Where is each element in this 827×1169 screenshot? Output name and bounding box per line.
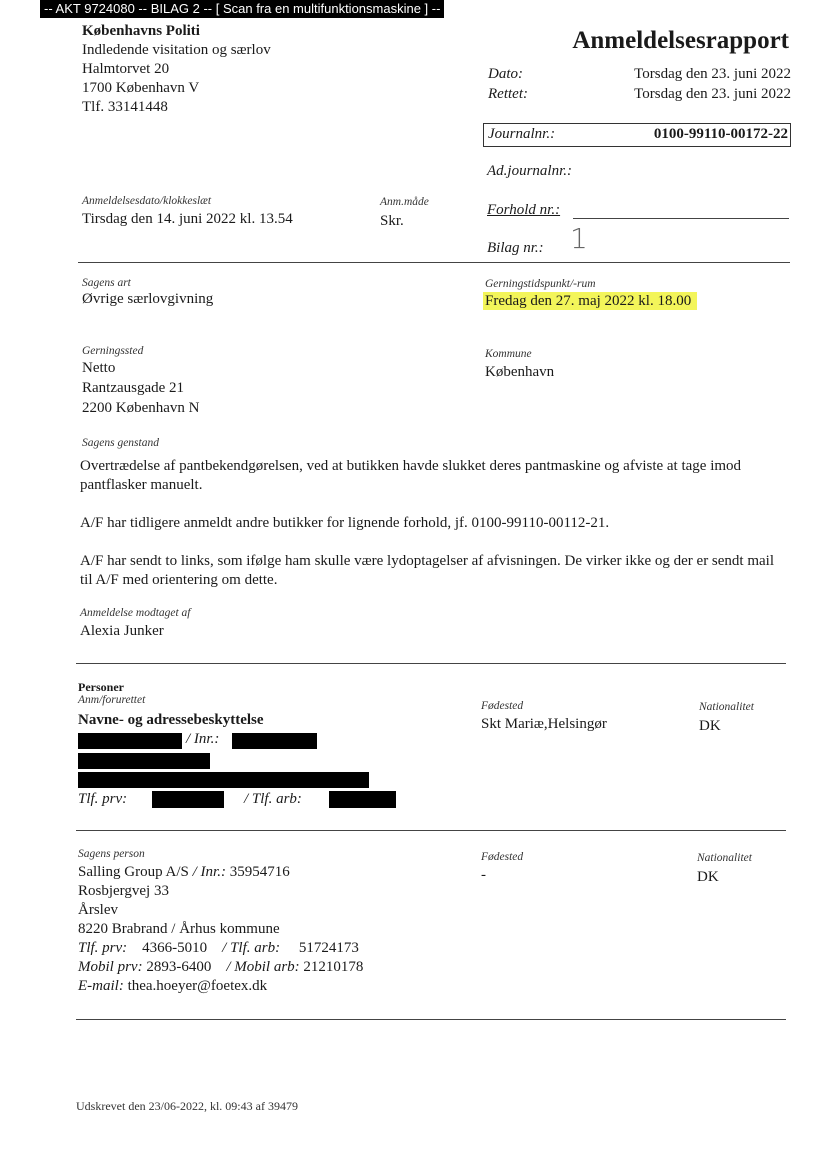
redaction-block <box>78 753 210 769</box>
p2-tlf-prv-value: 4366-5010 <box>142 940 208 956</box>
p2-fodested-label: Fødested <box>481 851 524 863</box>
anm-maade-label: Anm.måde <box>380 196 429 208</box>
p2-mobile-line <box>78 959 363 976</box>
p1-name: Navne- og adressebeskyttelse <box>78 712 264 728</box>
kommune-value: København <box>485 364 555 380</box>
p2-inr-label: / Inr.: <box>192 864 226 880</box>
p2-tlf-arb-value: 51724173 <box>298 940 359 956</box>
p1-nationalitet-label: Nationalitet <box>699 701 754 713</box>
gerningstid-highlight: Fredag den 27. maj 2022 kl. 18.00 <box>483 292 697 310</box>
p2-name: Salling Group A/S <box>78 864 189 880</box>
divider-1 <box>78 262 790 263</box>
p2-phone-line <box>78 940 359 957</box>
gerningssted-label: Gerningssted <box>82 345 144 357</box>
p1-tlf-arb-label: / Tlf. arb: <box>244 791 302 807</box>
dato-value: Torsdag den 23. juni 2022 <box>634 66 791 82</box>
redaction-block <box>78 733 182 749</box>
divider-2 <box>76 663 786 664</box>
p2-email-value: thea.hoeyer@foetex.dk <box>127 978 268 994</box>
gerningssted-line2: Rantzausgade 21 <box>82 380 185 396</box>
report-title: Anmeldelsesrapport <box>572 27 789 54</box>
p1-fodested-value: Skt Mariæ,Helsingør <box>481 716 607 732</box>
divider-4 <box>76 1019 786 1020</box>
redaction-block <box>232 733 317 749</box>
adjournal-label: Ad.journalnr.: <box>487 163 573 179</box>
gerningssted-line1: Netto <box>82 360 116 376</box>
forhold-line <box>573 218 789 219</box>
genstand-paragraph-2: A/F har tidligere anmeldt andre butikker for lignende forhold, jf. 0100-99110-00112-21. <box>80 515 610 531</box>
print-footer: Udskrevet den 23/06-2022, kl. 09:43 af 39479 <box>76 1099 298 1113</box>
p2-mobil-arb-value: 21210178 <box>303 959 364 975</box>
gerningstid-label: Gerningstidspunkt/-rum <box>485 278 596 290</box>
bilag-label: Bilag nr.: <box>487 240 544 256</box>
forhold-label: Forhold nr.: <box>487 202 561 218</box>
sender-city: 1700 København V <box>82 80 200 96</box>
anmeldelsesdato-label: Anmeldelsesdato/klokkeslæt <box>82 195 212 207</box>
p2-tlf-arb-label: / Tlf. arb: <box>222 940 281 956</box>
p1-tlf-prv-label: Tlf. prv: <box>78 791 128 807</box>
p2-name-line <box>78 864 290 881</box>
bilag-value-handwritten: 1 <box>570 222 588 255</box>
p2-mobil-prv-value: 2893-6400 <box>146 959 212 975</box>
p1-nationalitet-value: DK <box>699 718 721 734</box>
p2-fodested-value: - <box>481 867 486 883</box>
redaction-block <box>78 772 369 788</box>
p2-town: Årslev <box>78 902 118 918</box>
p2-tlf-prv-label: Tlf. prv: <box>78 940 128 956</box>
sender-dept: Indledende visitation og særlov <box>82 42 271 58</box>
kommune-label: Kommune <box>485 348 532 360</box>
genstand-paragraph-1: Overtrædelse af pantbekendgørelsen, ved at butikken havde slukket deres pantmaskine og afviste at tage imod pantflasker manuelt. <box>80 458 742 493</box>
sender-phone: Tlf. 33141448 <box>82 99 168 115</box>
p2-email-line <box>78 978 267 995</box>
sender-street: Halmtorvet 20 <box>82 61 170 77</box>
p1-inr-label: / Inr.: <box>186 731 220 747</box>
redaction-block <box>329 791 396 808</box>
journal-value: 0100-99110-00172-22 <box>653 126 788 142</box>
p2-role: Sagens person <box>78 848 145 860</box>
dato-label: Dato: <box>488 66 523 82</box>
p2-email-label: E-mail: <box>78 978 124 994</box>
journal-box <box>483 123 791 147</box>
p2-inr-value: 35954716 <box>229 864 290 880</box>
gerningssted-line3: 2200 København N <box>82 400 200 416</box>
personer-heading: Personer <box>78 680 124 694</box>
modtaget-label: Anmeldelse modtaget af <box>80 607 191 619</box>
gerningstid-value <box>483 293 697 310</box>
sender-name: Københavns Politi <box>82 23 200 39</box>
p2-city: 8220 Brabrand / Århus kommune <box>78 921 280 937</box>
rettet-value: Torsdag den 23. juni 2022 <box>634 86 791 102</box>
p2-street: Rosbjergvej 33 <box>78 883 169 899</box>
anmeldelsesdato-value: Tirsdag den 14. juni 2022 kl. 13.54 <box>82 211 293 227</box>
redaction-block <box>152 791 224 808</box>
divider-3 <box>76 830 786 831</box>
rettet-label: Rettet: <box>488 86 528 102</box>
anm-maade-value: Skr. <box>380 213 404 229</box>
sagens-art-value: Øvrige særlovgivning <box>82 291 214 307</box>
p2-mobil-prv-label: Mobil prv: <box>78 959 143 975</box>
p1-role: Anm/forurettet <box>78 694 146 706</box>
modtaget-value: Alexia Junker <box>80 623 164 639</box>
p2-nationalitet-value: DK <box>697 869 719 885</box>
scan-banner: -- AKT 9724080 -- BILAG 2 -- [ Scan fra en multifunktionsmaskine ] -- <box>40 0 444 18</box>
p1-fodested-label: Fødested <box>481 700 524 712</box>
sagens-art-label: Sagens art <box>82 277 131 289</box>
p2-nationalitet-label: Nationalitet <box>697 852 752 864</box>
genstand-paragraph-3: A/F har sendt to links, som ifølge ham skulle være lydoptagelser af afvisningen. De virker ikke og der er sendt mail til A/F med orientering om dette. <box>80 553 775 588</box>
p2-mobil-arb-label: / Mobil arb: <box>226 959 300 975</box>
genstand-label: Sagens genstand <box>82 437 159 449</box>
journal-label: Journalnr.: <box>488 126 556 142</box>
